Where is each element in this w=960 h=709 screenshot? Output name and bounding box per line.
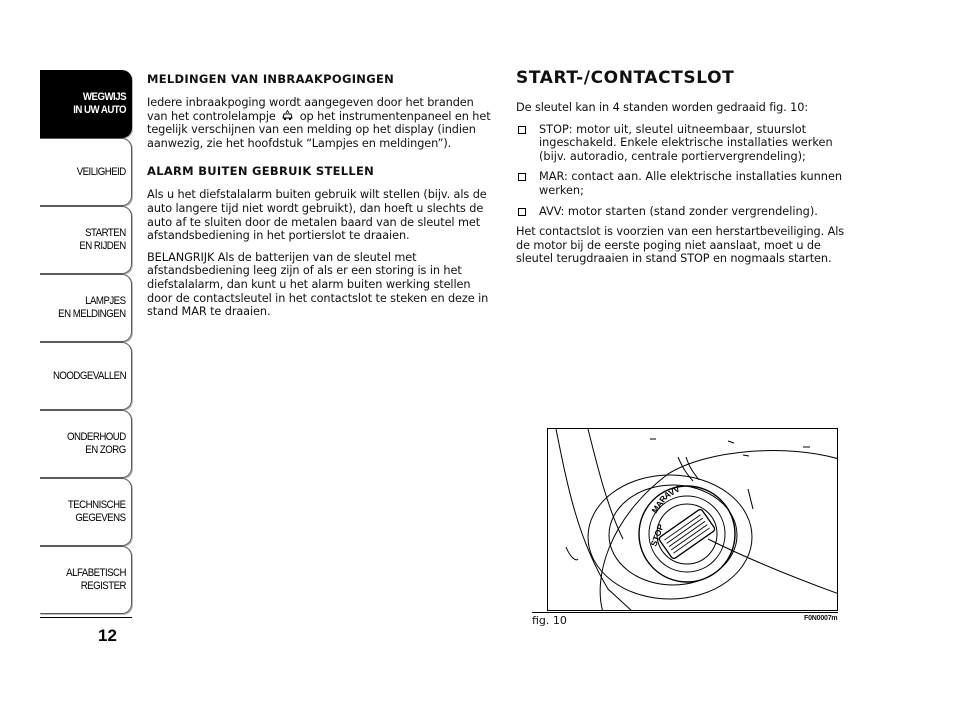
list-item-text: STOP: motor uit, sleutel uitneembaar, stuurslot ingeschakeld. Enkele elektrische installaties werken (bijv. autoradio, centrale portiervergrendeling); xyxy=(539,122,833,163)
tab-starten[interactable] xyxy=(40,206,132,274)
list-item xyxy=(516,170,856,197)
paragraph-belangrijk: BELANGRIJK Als de batterijen van de sleutel met afstandsbediening leeg zijn of als er een storing is in het diefstalalarm, dan kunt u het alarm buiten werking stellen door de contactsleutel in het contactslot te steken en deze in stand MAR te draaien. xyxy=(147,250,489,319)
list-item xyxy=(516,205,856,219)
paragraph-text: op het instrumentenpaneel en het tegelijk verschijnen van een melding op het display (indien aanwezig, zie het hoofdstuk “Lampjes en meldingen”). xyxy=(147,109,491,150)
tab-label: NOODGEVALLEN xyxy=(52,369,126,382)
alarm-car-icon xyxy=(281,110,294,121)
tab-label: VEILIGHEID xyxy=(76,165,126,178)
list-item-text: MAR: contact aan. Alle elektrische installaties kunnen werken; xyxy=(539,170,843,197)
heading-contactslot: START-/CONTACTSLOT xyxy=(516,68,735,88)
tab-label: STARTEN EN RIJDEN xyxy=(79,227,126,252)
stop-label: STOP xyxy=(648,522,666,548)
tab-lampjes[interactable] xyxy=(40,274,132,342)
heading-meldingen: MELDINGEN VAN INBRAAKPOGINGEN xyxy=(147,72,395,86)
figure-code: F0N0007m xyxy=(804,615,838,622)
tab-technische[interactable] xyxy=(40,478,132,546)
square-bullet-icon xyxy=(518,208,526,216)
tab-wegwijs[interactable] xyxy=(40,70,132,138)
ignition-lock-drawing xyxy=(548,429,838,611)
right-column xyxy=(516,68,856,274)
paragraph-intro: De sleutel kan in 4 standen worden gedraaid fig. 10: xyxy=(516,101,809,114)
square-bullet-icon xyxy=(518,173,526,181)
tab-onderhoud[interactable] xyxy=(40,410,132,478)
list-item xyxy=(516,123,856,164)
paragraph-text: Iedere inbraakpoging wordt aangegeven door het branden van het controlelampje xyxy=(147,96,474,123)
sidebar-divider xyxy=(40,617,132,618)
mar-label: MAR xyxy=(649,493,669,516)
paragraph-herstart: Het contactslot is voorzien van een herstartbeveiliging. Als de motor bij de eerste poging niet aanslaat, moet u de sleutel terugdraaien in stand STOP en nogmaals starten. xyxy=(516,225,845,266)
avv-label: AVV xyxy=(662,483,682,501)
page-number: 12 xyxy=(98,626,117,645)
tab-label: ALFABETISCH REGISTER xyxy=(66,567,126,592)
paragraph-alarm: Als u het diefstalalarm buiten gebruik wilt stellen (bijv. als de auto langere tijd niet wordt gebruikt), dan hoeft u slechts de auto af te sluiten door de metalen baard van de sleutel met afstandsbediening in het portierslot te draaien. xyxy=(147,188,487,243)
tab-noodgevallen[interactable] xyxy=(40,342,132,410)
tab-label: TECHNISCHE GEGEVENS xyxy=(68,499,126,524)
paragraph-inbraak xyxy=(147,96,497,150)
square-bullet-icon xyxy=(518,126,526,134)
heading-alarm: ALARM BUITEN GEBRUIK STELLEN xyxy=(147,164,375,179)
tab-label: LAMPJES EN MELDINGEN xyxy=(58,295,126,320)
tab-label: WEGWIJS IN UW AUTO xyxy=(73,91,126,116)
ignition-lock-illustration xyxy=(547,428,838,611)
figure-divider xyxy=(532,612,838,613)
figure-caption: fig. 10 xyxy=(532,614,567,627)
tab-label: ONDERHOUD EN ZORG xyxy=(67,431,126,456)
left-column xyxy=(147,72,497,327)
tab-veiligheid[interactable] xyxy=(40,138,132,206)
list-item-text: AVV: motor starten (stand zonder vergrendeling). xyxy=(539,204,818,218)
tab-alfabetisch[interactable] xyxy=(40,546,132,614)
